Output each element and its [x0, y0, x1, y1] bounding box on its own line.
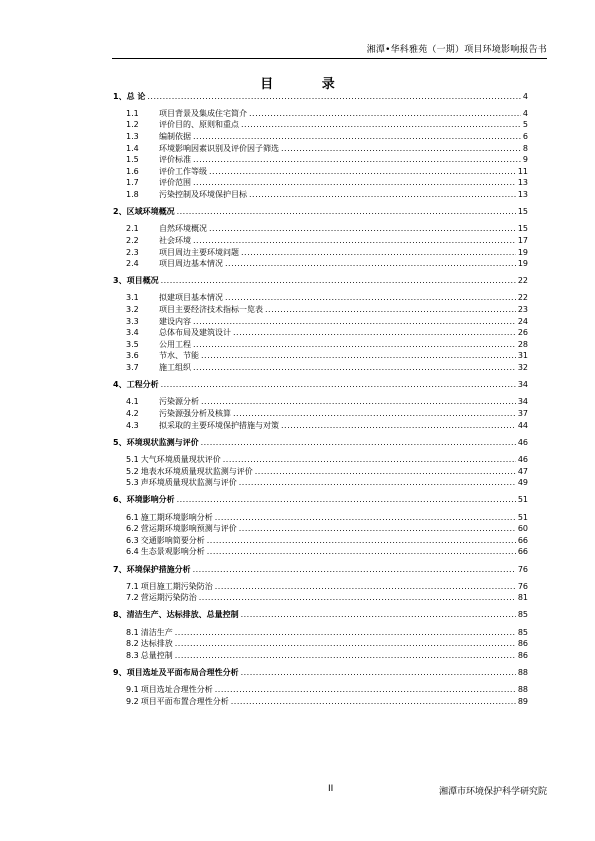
toc-leader-dots: [233, 408, 516, 420]
toc-leader-dots: [193, 154, 521, 166]
toc-chapter-label: 总 论: [126, 91, 146, 101]
toc-page-number: 15: [517, 224, 528, 234]
toc-section-label: 拟采取的主要环境保护措施与对策: [159, 420, 279, 430]
toc-section-number: 8.3: [126, 650, 139, 660]
toc-section-label: 营运期环境影响预测与评价: [140, 524, 237, 534]
toc-page-number: 37: [517, 409, 528, 418]
toc-chapter-entry[interactable]: [113, 609, 528, 621]
toc-section-label: 项目周边主要环境问题: [159, 247, 239, 257]
toc-section-number: 4.1: [126, 397, 139, 407]
toc-chapter-entry[interactable]: [113, 275, 528, 287]
toc-leader-dots: [265, 304, 516, 316]
toc-section-label: 项目背景及集成住宅简介: [159, 108, 247, 118]
toc-section-number: 4.3: [126, 420, 139, 430]
toc-section-entry[interactable]: [113, 177, 528, 189]
toc-section-number: 1.3: [126, 131, 139, 141]
toc-section-label: 施工期环境影响分析: [140, 512, 213, 522]
toc-leader-dots: [161, 275, 516, 287]
toc-chapter-number: 6、: [113, 495, 127, 505]
toc-section-number: 2.3: [126, 247, 139, 257]
toc-title: 目 录: [260, 77, 357, 92]
toc-leader-dots: [175, 638, 516, 650]
toc-leader-dots: [177, 494, 516, 506]
toc-section-entry[interactable]: [113, 350, 528, 362]
toc-section-number: 3.3: [126, 316, 139, 326]
toc-section-number: 1.6: [126, 166, 139, 176]
toc-section-label: 营运期污染防治: [140, 593, 197, 603]
toc-page-number: 13: [517, 189, 528, 199]
toc-section-entry[interactable]: [113, 119, 528, 131]
toc-leader-dots: [201, 350, 516, 362]
toc-chapter-entry[interactable]: [113, 494, 528, 506]
toc-section-number: 3.6: [126, 351, 139, 361]
toc-chapter-entry[interactable]: [113, 91, 528, 103]
toc-page-number: 4: [522, 91, 528, 101]
toc-section-label: 项目平面布置合理性分析: [140, 696, 229, 706]
toc-section-entry[interactable]: [113, 696, 528, 708]
toc-chapter-number: 7、: [113, 564, 127, 574]
toc-section-entry[interactable]: [113, 339, 528, 351]
toc-page-number: 85: [517, 627, 528, 637]
toc-page-number: 51: [517, 512, 528, 522]
toc-section-number: 5.2: [126, 466, 139, 476]
toc-chapter-entry[interactable]: [113, 379, 528, 391]
toc-section-entry[interactable]: [113, 466, 528, 478]
toc-section-label: 声环境质量现状监测与评价: [140, 478, 237, 488]
toc-section-number: 9.2: [126, 696, 139, 706]
toc-section-entry[interactable]: [113, 316, 528, 328]
toc-section-number: 2.2: [126, 235, 139, 245]
toc-leader-dots: [281, 143, 521, 155]
toc-chapter-label: 项目选址及平面布局合理性分析: [126, 668, 239, 678]
toc-section-label: 评价工作等级: [159, 166, 207, 176]
toc-section-label: 编制依据: [159, 131, 191, 141]
toc-leader-dots: [177, 206, 516, 218]
toc-section-label: 总体布局及建筑设计: [159, 328, 231, 338]
toc-page-number: 76: [517, 564, 528, 574]
toc-section-label: 评价范围: [159, 178, 191, 188]
toc-section-number: 6.4: [126, 547, 139, 557]
toc-page-number: 4: [522, 108, 528, 118]
toc-page-number: 86: [517, 650, 528, 660]
toc-leader-dots: [225, 258, 516, 270]
toc-section-number: 1.2: [126, 120, 139, 130]
toc-section-label: 污染源强分析及核算: [159, 409, 231, 418]
toc-section-label: 评价标准: [159, 155, 191, 165]
toc-leader-dots: [201, 437, 516, 449]
toc-section-number: 7.2: [126, 593, 139, 603]
toc-page-number: 19: [517, 247, 528, 257]
toc-page-number: 11: [517, 166, 528, 176]
toc-leader-dots: [215, 684, 516, 696]
toc-section-entry[interactable]: [113, 292, 528, 304]
toc-section-entry[interactable]: [113, 223, 528, 235]
footer-organization: 湘潭市环境保护科学研究院: [438, 787, 547, 797]
toc-section-number: 9.1: [126, 685, 139, 695]
toc-leader-dots: [193, 131, 521, 143]
toc-page-number: 17: [517, 235, 528, 245]
toc-section-number: 3.2: [126, 305, 139, 315]
toc-leader-dots: [209, 166, 516, 178]
toc-chapter-label: 环境现状监测与评价: [126, 437, 199, 447]
toc-section-number: 6.1: [126, 512, 139, 522]
toc-leader-dots: [241, 609, 516, 621]
toc-chapter-entry[interactable]: [113, 667, 528, 679]
toc-section-label: 交通影响简要分析: [140, 535, 205, 545]
toc-section-entry[interactable]: [113, 235, 528, 247]
toc-page-number: 32: [517, 363, 528, 373]
toc-page-number: 46: [517, 454, 528, 464]
toc-leader-dots: [241, 119, 521, 131]
toc-section-label: 达标排放: [140, 639, 173, 649]
toc-leader-dots: [223, 454, 516, 466]
toc-section-entry[interactable]: [113, 512, 528, 524]
toc-leader-dots: [175, 650, 516, 662]
toc-section-number: 1.5: [126, 155, 139, 165]
toc-page-number: 22: [517, 276, 528, 286]
toc-leader-dots: [215, 581, 516, 593]
toc-section-label: 评价目的、原则和重点: [159, 120, 239, 130]
toc-leader-dots: [249, 189, 516, 201]
toc-section-label: 节水、节能: [159, 351, 199, 361]
toc-section-entry[interactable]: [113, 327, 528, 339]
toc-chapter-label: 区域环境概况: [126, 207, 175, 217]
toc-section-label: 大气环境质量现状评价: [140, 454, 221, 464]
toc-page-number: 23: [517, 305, 528, 315]
toc-section-entry[interactable]: [113, 684, 528, 696]
toc-leader-dots: [161, 379, 516, 391]
header-rule: [112, 58, 547, 59]
toc-page-number: 5: [522, 120, 528, 130]
toc-section-label: 自然环境概况: [159, 224, 207, 234]
toc-leader-dots: [281, 420, 516, 432]
toc-section-number: 3.1: [126, 293, 139, 303]
toc-page-number: 6: [522, 131, 528, 141]
toc-page-number: 26: [517, 328, 528, 338]
toc-leader-dots: [193, 177, 516, 189]
toc-chapter-label: 环境影响分析: [126, 495, 175, 505]
toc-section-label: 地表水环境质量现状监测与评价: [140, 466, 253, 476]
toc-section-number: 2.1: [126, 224, 139, 234]
toc-leader-dots: [201, 396, 516, 408]
toc-section-entry[interactable]: [113, 304, 528, 316]
toc-page-number: 22: [517, 293, 528, 303]
toc-chapter-number: 3、: [113, 276, 127, 286]
toc-section-number: 3.7: [126, 363, 139, 373]
toc-section-number: 1.4: [126, 143, 139, 153]
toc-page-number: 76: [517, 581, 528, 591]
toc-leader-dots: [193, 235, 516, 247]
toc-section-number: 6.2: [126, 524, 139, 534]
toc-page-number: 85: [517, 610, 528, 620]
toc-section-label: 建设内容: [159, 316, 191, 326]
toc-page-number: 28: [517, 339, 528, 349]
toc-leader-dots: [231, 696, 516, 708]
toc-leader-dots: [193, 316, 516, 328]
toc-leader-dots: [207, 546, 516, 558]
toc-leader-dots: [193, 362, 516, 374]
toc-section-label: 公用工程: [159, 339, 191, 349]
toc-chapter-label: 环境保护措施分析: [126, 564, 191, 574]
toc-section-entry[interactable]: [113, 362, 528, 374]
toc-section-entry[interactable]: [113, 258, 528, 270]
toc-section-entry[interactable]: [113, 454, 528, 466]
toc-leader-dots: [233, 327, 516, 339]
toc-page-number: 24: [517, 316, 528, 326]
toc-section-entry[interactable]: [113, 408, 528, 420]
toc-section-number: 3.5: [126, 339, 139, 349]
toc-section-entry[interactable]: [113, 154, 528, 166]
toc-section-entry[interactable]: [113, 189, 528, 201]
toc-section-entry[interactable]: [113, 535, 528, 547]
toc-section-entry[interactable]: [113, 523, 528, 535]
toc-section-label: 污染控制及环境保护目标: [159, 189, 247, 199]
toc-section-number: 5.1: [126, 454, 139, 464]
toc-leader-dots: [199, 592, 516, 604]
table-of-contents: [113, 85, 528, 707]
toc-leader-dots: [239, 523, 516, 535]
toc-leader-dots: [175, 627, 516, 639]
toc-section-entry[interactable]: [113, 627, 528, 639]
toc-section-number: 1.1: [126, 108, 139, 118]
toc-page-number: 66: [517, 535, 528, 545]
toc-page-number: 9: [522, 155, 528, 165]
toc-chapter-label: 工程分析: [126, 380, 159, 390]
header-title: 湘潭•华科雅苑（一期）项目环境影响报告书: [366, 45, 547, 55]
toc-chapter-number: 8、: [113, 610, 127, 620]
toc-section-entry[interactable]: [113, 650, 528, 662]
toc-leader-dots: [193, 339, 516, 351]
toc-leader-dots: [241, 247, 516, 259]
toc-section-number: 2.4: [126, 259, 139, 269]
toc-section-label: 拟建项目基本情况: [159, 293, 223, 303]
toc-section-number: 1.8: [126, 189, 139, 199]
toc-page-number: 81: [517, 593, 528, 603]
toc-page-number: 8: [522, 143, 528, 153]
toc-leader-dots: [249, 108, 521, 120]
toc-page-number: 66: [517, 547, 528, 557]
toc-section-number: 5.3: [126, 478, 139, 488]
toc-section-entry[interactable]: [113, 166, 528, 178]
toc-page-number: 89: [517, 696, 528, 706]
toc-section-entry[interactable]: [113, 638, 528, 650]
toc-section-entry[interactable]: [113, 247, 528, 259]
toc-section-entry[interactable]: [113, 546, 528, 558]
toc-page-number: 15: [517, 207, 528, 217]
toc-section-label: 项目主要经济技术指标一览表: [159, 305, 263, 315]
toc-leader-dots: [207, 535, 516, 547]
toc-section-label: 施工组织: [159, 363, 191, 373]
toc-section-label: 生态景观影响分析: [140, 547, 205, 557]
toc-section-entry[interactable]: [113, 581, 528, 593]
toc-section-entry[interactable]: [113, 420, 528, 432]
toc-section-label: 总量控制: [140, 650, 173, 660]
toc-section-number: 8.2: [126, 639, 139, 649]
toc-chapter-entry[interactable]: [113, 437, 528, 449]
toc-section-label: 项目周边基本情况: [159, 259, 223, 269]
toc-chapter-entry[interactable]: [113, 206, 528, 218]
toc-section-label: 清洁生产: [140, 627, 173, 637]
toc-page-number: 34: [517, 380, 528, 390]
toc-page-number: 31: [517, 351, 528, 361]
toc-section-number: 6.3: [126, 535, 139, 545]
footer-page-number: II: [328, 784, 334, 794]
toc-page-number: 44: [517, 420, 528, 430]
toc-chapter-number: 4、: [113, 380, 127, 390]
toc-leader-dots: [241, 667, 516, 679]
toc-section-label: 项目施工期污染防治: [140, 581, 213, 591]
toc-page-number: 34: [517, 397, 528, 407]
toc-leader-dots: [147, 91, 521, 103]
toc-page-number: 88: [517, 668, 528, 678]
toc-section-entry[interactable]: [113, 477, 528, 489]
toc-section-number: 8.1: [126, 627, 139, 637]
toc-page-number: 60: [517, 524, 528, 534]
toc-section-entry[interactable]: [113, 131, 528, 143]
toc-page-number: 51: [517, 495, 528, 505]
toc-section-label: 项目选址合理性分析: [140, 685, 213, 695]
toc-section-number: 7.1: [126, 581, 139, 591]
toc-section-label: 社会环境: [159, 235, 191, 245]
toc-section-number: 4.2: [126, 409, 139, 418]
toc-chapter-number: 9、: [113, 668, 127, 678]
toc-section-number: 3.4: [126, 328, 139, 338]
toc-page-number: 49: [517, 478, 528, 488]
toc-leader-dots: [215, 512, 516, 524]
toc-leader-dots: [209, 223, 516, 235]
toc-leader-dots: [193, 564, 516, 576]
toc-leader-dots: [225, 292, 516, 304]
toc-section-entry[interactable]: [113, 396, 528, 408]
toc-chapter-number: 2、: [113, 207, 127, 217]
toc-section-entry[interactable]: [113, 108, 528, 120]
toc-page-number: 47: [517, 466, 528, 476]
toc-page-number: 88: [517, 685, 528, 695]
toc-section-entry[interactable]: [113, 143, 528, 155]
toc-page-number: 13: [517, 178, 528, 188]
toc-chapter-label: 项目概况: [126, 276, 159, 286]
toc-page-number: 19: [517, 259, 528, 269]
toc-chapter-label: 清洁生产、达标排放、总量控制: [126, 610, 239, 620]
toc-section-number: 1.7: [126, 178, 139, 188]
toc-leader-dots: [255, 466, 516, 478]
toc-chapter-number: 5、: [113, 437, 127, 447]
toc-chapter-entry[interactable]: [113, 564, 528, 576]
toc-page-number: 86: [517, 639, 528, 649]
toc-section-label: 环境影响因素识别及评价因子筛选: [159, 143, 279, 153]
toc-page-number: 46: [517, 437, 528, 447]
toc-section-entry[interactable]: [113, 592, 528, 604]
toc-leader-dots: [239, 477, 516, 489]
toc-section-label: 污染源分析: [159, 397, 199, 407]
toc-chapter-number: 1、: [113, 91, 127, 101]
